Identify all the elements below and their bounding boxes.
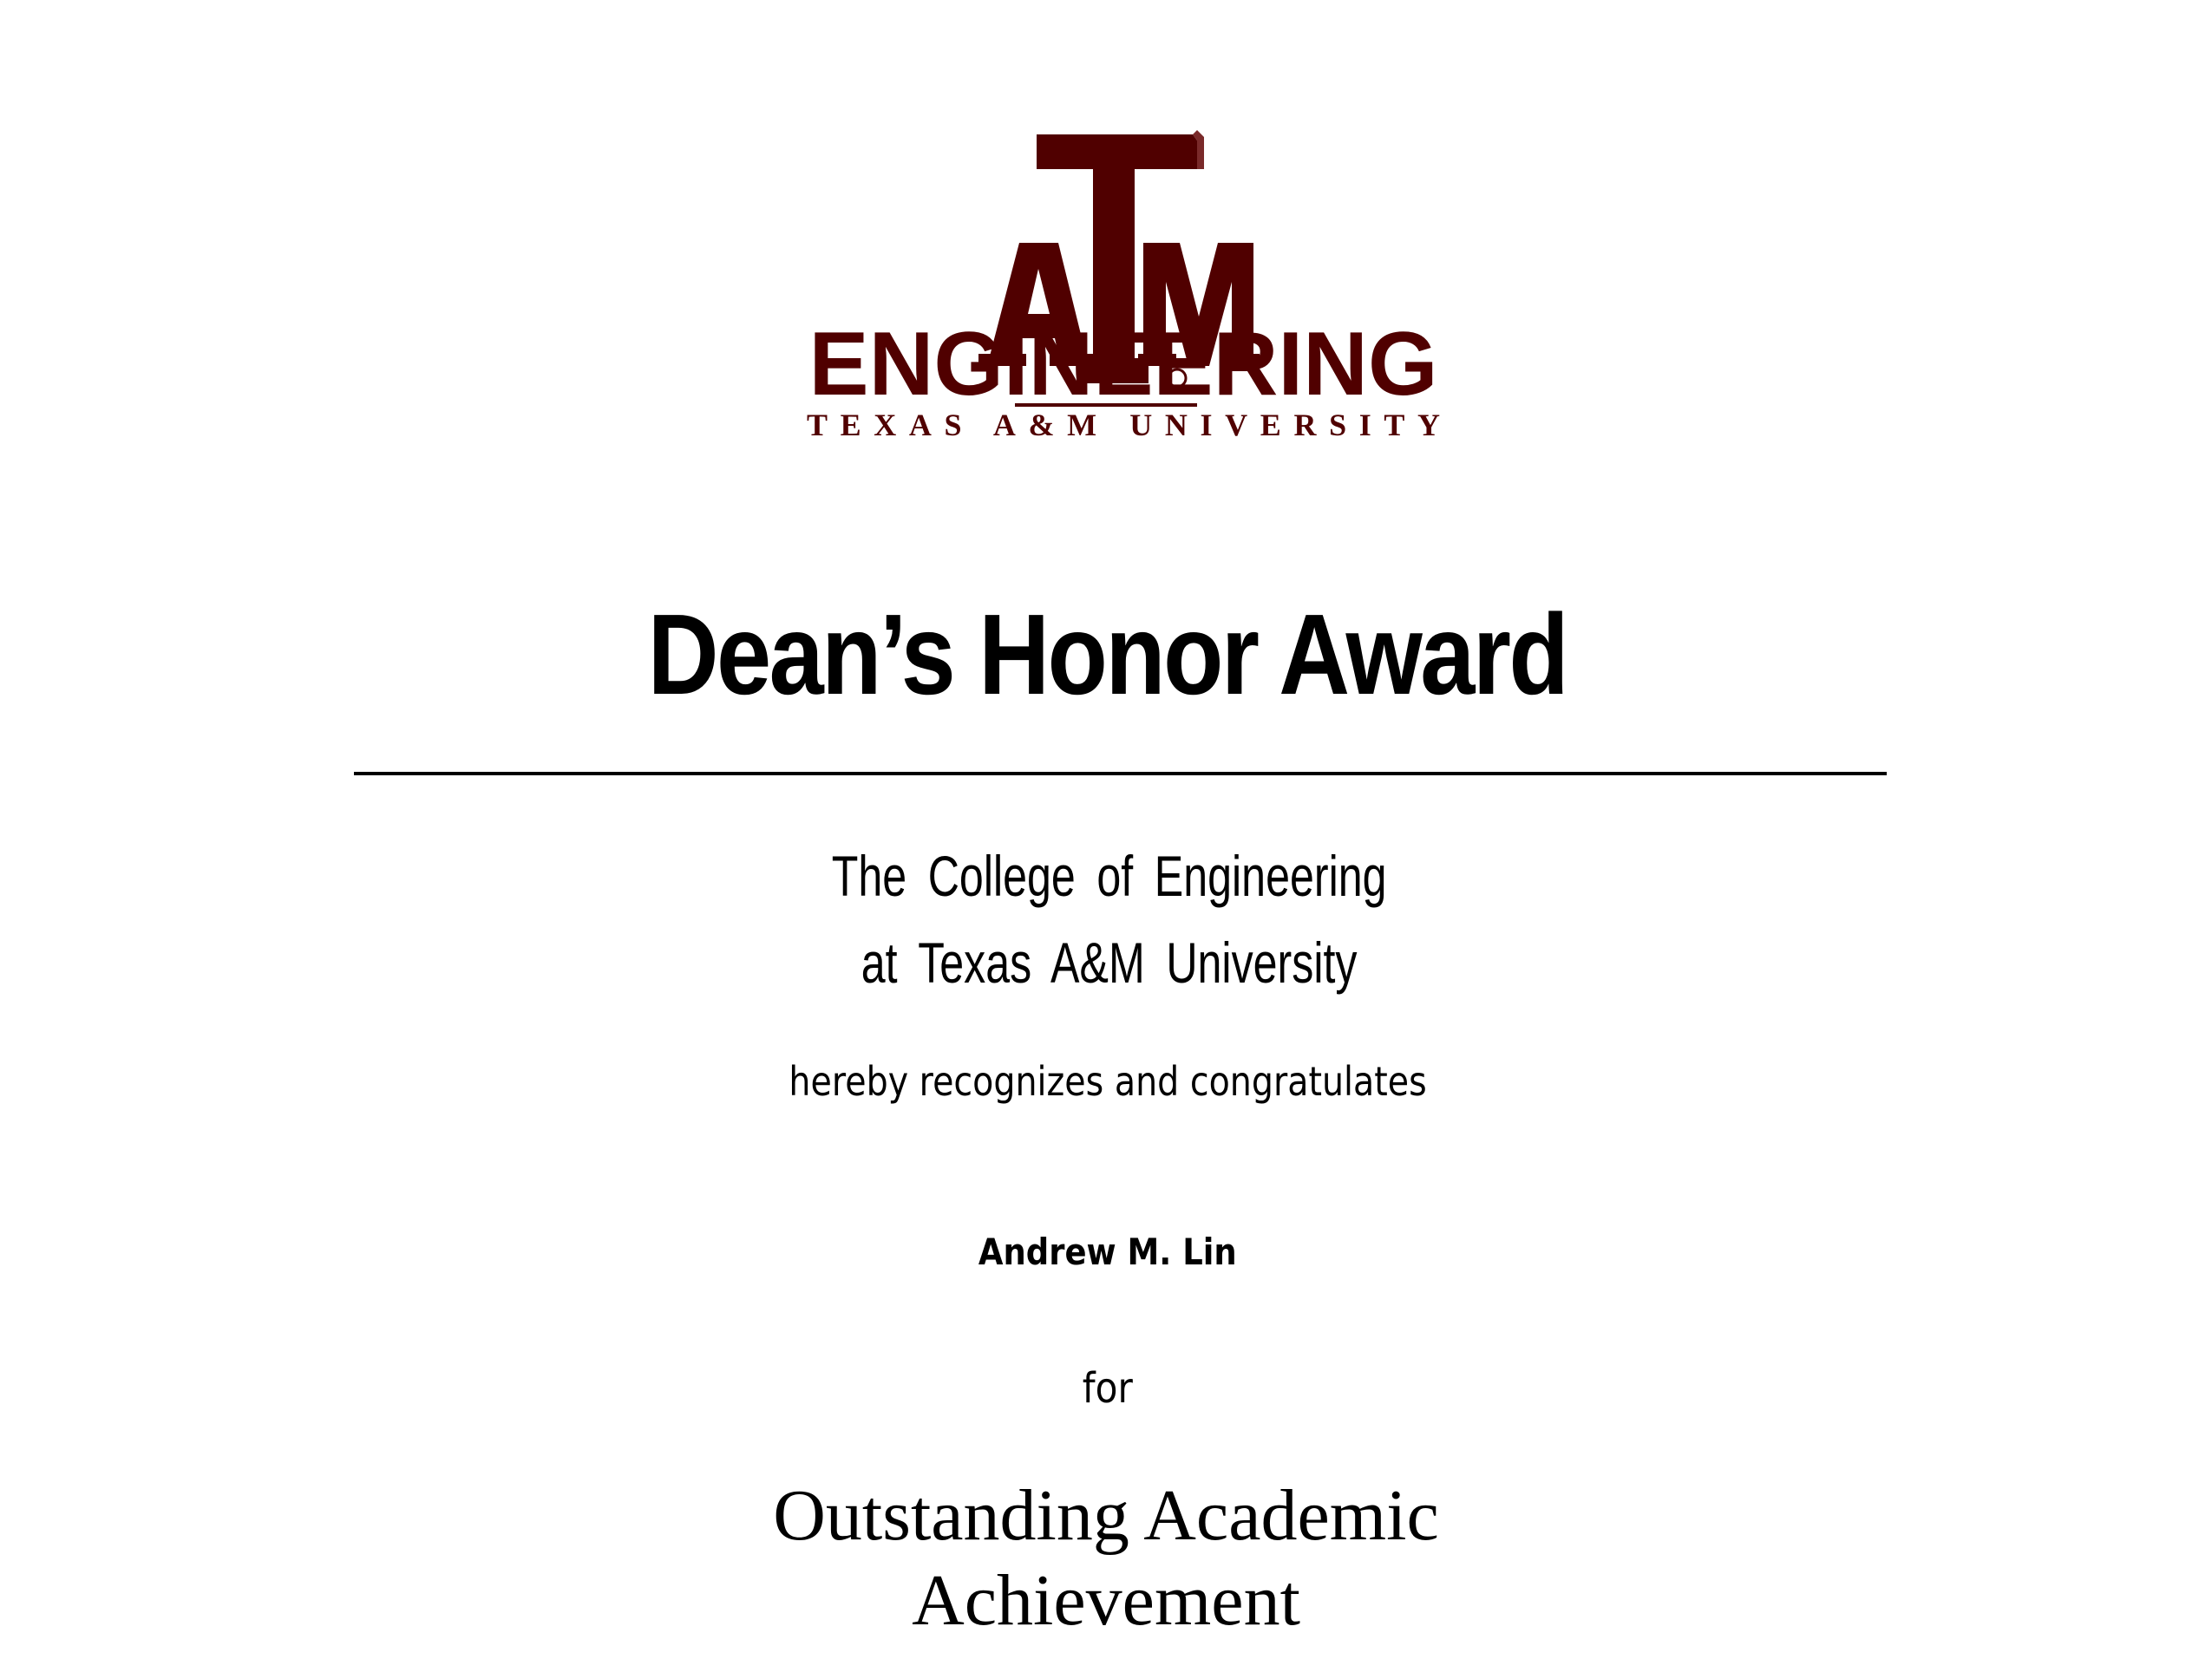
logo-university-text: TEXAS A&M UNIVERSITY [807, 408, 1440, 442]
logo-wordmark [798, 312, 1449, 451]
achievement-line-1: Outstanding Academic [773, 1475, 1439, 1556]
recognition-text: hereby recognizes and congratulates [789, 1058, 1427, 1105]
title-divider [354, 772, 1887, 775]
achievement-line-2: Achievement [912, 1560, 1300, 1641]
recipient-name: Andrew M. Lin [978, 1231, 1237, 1273]
connector-text: for [1082, 1364, 1133, 1413]
award-title: Dean’s Honor Award [647, 591, 1567, 718]
logo-engineering-text: ENGINEERING [808, 314, 1438, 415]
college-name-line-1: The College of Engineering [831, 844, 1387, 908]
college-name-line-2: at Texas A&M University [861, 931, 1358, 995]
